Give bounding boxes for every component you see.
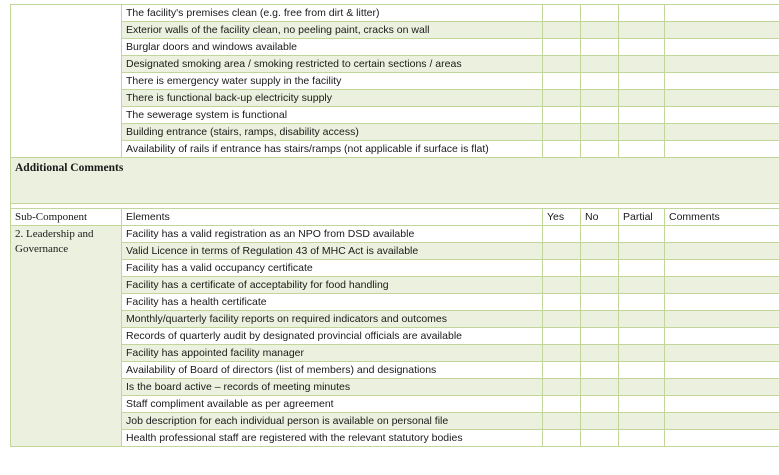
sub-component-cell-empty bbox=[11, 5, 122, 158]
yes-cell[interactable] bbox=[543, 379, 581, 396]
table-row bbox=[11, 311, 779, 328]
element-cell: Job description for each individual person is available on personal file bbox=[122, 413, 543, 430]
section-2-rows bbox=[11, 226, 779, 447]
comments-cell[interactable] bbox=[665, 345, 779, 362]
no-cell[interactable] bbox=[581, 413, 619, 430]
no-cell[interactable] bbox=[581, 362, 619, 379]
partial-cell[interactable] bbox=[619, 362, 665, 379]
table-row bbox=[11, 107, 779, 124]
table-row bbox=[11, 73, 779, 90]
element-cell: Building entrance (stairs, ramps, disability access) bbox=[122, 124, 543, 141]
comments-cell[interactable] bbox=[665, 294, 779, 311]
yes-cell[interactable] bbox=[543, 362, 581, 379]
partial-cell[interactable] bbox=[619, 294, 665, 311]
header-comments: Comments bbox=[665, 209, 779, 226]
element-cell: Exterior walls of the facility clean, no peeling paint, cracks on wall bbox=[122, 22, 543, 39]
comments-cell[interactable] bbox=[665, 141, 779, 158]
element-cell: Monthly/quarterly facility reports on required indicators and outcomes bbox=[122, 311, 543, 328]
no-cell[interactable] bbox=[581, 90, 619, 107]
no-cell[interactable] bbox=[581, 243, 619, 260]
element-cell: Facility has appointed facility manager bbox=[122, 345, 543, 362]
element-cell: Records of quarterly audit by designated provincial officials are available bbox=[122, 328, 543, 345]
no-cell[interactable] bbox=[581, 345, 619, 362]
partial-cell[interactable] bbox=[619, 56, 665, 73]
table-row bbox=[11, 430, 779, 447]
element-cell: Staff compliment available as per agreement bbox=[122, 396, 543, 413]
no-cell[interactable] bbox=[581, 56, 619, 73]
table-row bbox=[11, 379, 779, 396]
header-row bbox=[11, 209, 779, 226]
no-cell[interactable] bbox=[581, 124, 619, 141]
no-cell[interactable] bbox=[581, 311, 619, 328]
yes-cell[interactable] bbox=[543, 260, 581, 277]
no-cell[interactable] bbox=[581, 328, 619, 345]
partial-cell[interactable] bbox=[619, 124, 665, 141]
table-row bbox=[11, 277, 779, 294]
element-cell: Facility has a health certificate bbox=[122, 294, 543, 311]
yes-cell[interactable] bbox=[543, 430, 581, 447]
table-row bbox=[11, 90, 779, 107]
no-cell[interactable] bbox=[581, 396, 619, 413]
no-cell[interactable] bbox=[581, 22, 619, 39]
no-cell[interactable] bbox=[581, 5, 619, 22]
table-row bbox=[11, 260, 779, 277]
table-row bbox=[11, 56, 779, 73]
partial-cell[interactable] bbox=[619, 379, 665, 396]
partial-cell[interactable] bbox=[619, 396, 665, 413]
yes-cell[interactable] bbox=[543, 396, 581, 413]
partial-cell[interactable] bbox=[619, 430, 665, 447]
checklist-document bbox=[10, 4, 763, 447]
comments-cell[interactable] bbox=[665, 243, 779, 260]
yes-cell[interactable] bbox=[543, 90, 581, 107]
partial-cell[interactable] bbox=[619, 5, 665, 22]
no-cell[interactable] bbox=[581, 294, 619, 311]
partial-cell[interactable] bbox=[619, 141, 665, 158]
table-row bbox=[11, 294, 779, 311]
table-row bbox=[11, 362, 779, 379]
yes-cell[interactable] bbox=[543, 124, 581, 141]
no-cell[interactable] bbox=[581, 141, 619, 158]
element-cell: Facility has a valid occupancy certificate bbox=[122, 260, 543, 277]
element-cell: There is emergency water supply in the facility bbox=[122, 73, 543, 90]
partial-cell[interactable] bbox=[619, 226, 665, 243]
partial-cell[interactable] bbox=[619, 73, 665, 90]
comments-cell[interactable] bbox=[665, 311, 779, 328]
no-cell[interactable] bbox=[581, 260, 619, 277]
table-row bbox=[11, 124, 779, 141]
element-cell: Burglar doors and windows available bbox=[122, 39, 543, 56]
additional-comments-row[interactable] bbox=[11, 158, 779, 204]
yes-cell[interactable] bbox=[543, 243, 581, 260]
partial-cell[interactable] bbox=[619, 413, 665, 430]
partial-cell[interactable] bbox=[619, 107, 665, 124]
element-cell: Availability of rails if entrance has stairs/ramps (not applicable if surface is flat) bbox=[122, 141, 543, 158]
header-yes: Yes bbox=[543, 209, 581, 226]
comments-cell[interactable] bbox=[665, 413, 779, 430]
partial-cell[interactable] bbox=[619, 277, 665, 294]
header-sub-component: Sub-Component bbox=[11, 209, 122, 226]
comments-cell[interactable] bbox=[665, 226, 779, 243]
comments-cell[interactable] bbox=[665, 260, 779, 277]
element-cell: There is functional back-up electricity supply bbox=[122, 90, 543, 107]
yes-cell[interactable] bbox=[543, 22, 581, 39]
comments-cell[interactable] bbox=[665, 73, 779, 90]
no-cell[interactable] bbox=[581, 39, 619, 56]
element-cell: Is the board active – records of meeting minutes bbox=[122, 379, 543, 396]
partial-cell[interactable] bbox=[619, 311, 665, 328]
table-row bbox=[11, 226, 779, 243]
table-row bbox=[11, 396, 779, 413]
comments-cell[interactable] bbox=[665, 430, 779, 447]
partial-cell[interactable] bbox=[619, 260, 665, 277]
element-cell: The sewerage system is functional bbox=[122, 107, 543, 124]
no-cell[interactable] bbox=[581, 379, 619, 396]
partial-cell[interactable] bbox=[619, 22, 665, 39]
element-cell: Facility has a certificate of acceptability for food handling bbox=[122, 277, 543, 294]
table-row bbox=[11, 141, 779, 158]
comments-cell[interactable] bbox=[665, 124, 779, 141]
no-cell[interactable] bbox=[581, 226, 619, 243]
header-elements: Elements bbox=[122, 209, 543, 226]
additional-comments-label: Additional Comments bbox=[11, 158, 779, 204]
additional-comments-section bbox=[11, 158, 779, 226]
table-row bbox=[11, 413, 779, 430]
comments-cell[interactable] bbox=[665, 396, 779, 413]
no-cell[interactable] bbox=[581, 277, 619, 294]
no-cell[interactable] bbox=[581, 73, 619, 90]
element-cell: Valid Licence in terms of Regulation 43 of MHC Act is available bbox=[122, 243, 543, 260]
section-1-rows bbox=[11, 5, 779, 158]
partial-cell[interactable] bbox=[619, 243, 665, 260]
yes-cell[interactable] bbox=[543, 226, 581, 243]
yes-cell[interactable] bbox=[543, 311, 581, 328]
yes-cell[interactable] bbox=[543, 39, 581, 56]
comments-cell[interactable] bbox=[665, 22, 779, 39]
comments-cell[interactable] bbox=[665, 39, 779, 56]
element-cell: Designated smoking area / smoking restricted to certain sections / areas bbox=[122, 56, 543, 73]
no-cell[interactable] bbox=[581, 430, 619, 447]
table-row bbox=[11, 39, 779, 56]
yes-cell[interactable] bbox=[543, 141, 581, 158]
partial-cell[interactable] bbox=[619, 39, 665, 56]
comments-cell[interactable] bbox=[665, 277, 779, 294]
table-row bbox=[11, 22, 779, 39]
header-partial: Partial bbox=[619, 209, 665, 226]
yes-cell[interactable] bbox=[543, 413, 581, 430]
partial-cell[interactable] bbox=[619, 345, 665, 362]
yes-cell[interactable] bbox=[543, 294, 581, 311]
yes-cell[interactable] bbox=[543, 73, 581, 90]
comments-cell[interactable] bbox=[665, 328, 779, 345]
sub-component-leadership: 2. Leadership and Governance bbox=[11, 226, 122, 447]
table-row bbox=[11, 243, 779, 260]
yes-cell[interactable] bbox=[543, 56, 581, 73]
table-row bbox=[11, 328, 779, 345]
element-cell: Availability of Board of directors (list of members) and designations bbox=[122, 362, 543, 379]
yes-cell[interactable] bbox=[543, 5, 581, 22]
comments-cell[interactable] bbox=[665, 56, 779, 73]
yes-cell[interactable] bbox=[543, 107, 581, 124]
table-row bbox=[11, 345, 779, 362]
no-cell[interactable] bbox=[581, 107, 619, 124]
yes-cell[interactable] bbox=[543, 345, 581, 362]
partial-cell[interactable] bbox=[619, 90, 665, 107]
element-cell: Health professional staff are registered with the relevant statutory bodies bbox=[122, 430, 543, 447]
yes-cell[interactable] bbox=[543, 277, 581, 294]
assessment-table bbox=[10, 4, 779, 447]
element-cell: The facility's premises clean (e.g. free from dirt & litter) bbox=[122, 5, 543, 22]
comments-cell[interactable] bbox=[665, 107, 779, 124]
table-row bbox=[11, 5, 779, 22]
comments-cell[interactable] bbox=[665, 379, 779, 396]
comments-cell[interactable] bbox=[665, 90, 779, 107]
partial-cell[interactable] bbox=[619, 328, 665, 345]
element-cell: Facility has a valid registration as an NPO from DSD available bbox=[122, 226, 543, 243]
comments-cell[interactable] bbox=[665, 362, 779, 379]
comments-cell[interactable] bbox=[665, 5, 779, 22]
header-no: No bbox=[581, 209, 619, 226]
yes-cell[interactable] bbox=[543, 328, 581, 345]
